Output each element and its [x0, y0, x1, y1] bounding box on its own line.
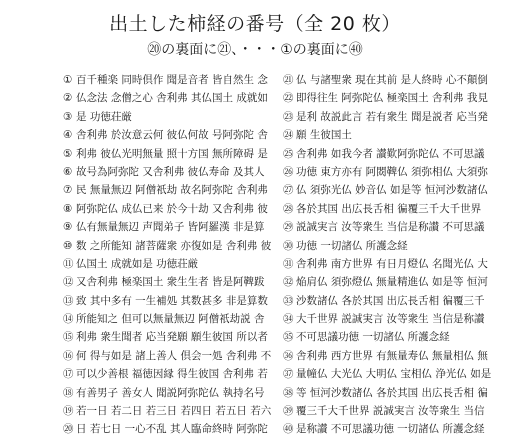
- row-text: 仏国土 成就如是 功徳荘厳: [76, 257, 199, 270]
- row-number: ⑩: [63, 239, 73, 252]
- row-number: ㉘: [283, 202, 294, 215]
- row-number: ④: [63, 129, 73, 142]
- row-text: 仏 与諸聖衆 現在其前 是人終時 心不顛倒: [296, 74, 488, 86]
- row-number: ㉔: [283, 129, 294, 142]
- sutra-row: [63, 328, 308, 346]
- row-number: ⑱: [63, 386, 74, 399]
- sutra-row: [283, 420, 510, 438]
- row-text: 又舎利弗 極楽国土 衆生生者 皆是阿鞞跋: [76, 276, 265, 289]
- sutra-row: [283, 145, 510, 163]
- sutra-row: [63, 310, 308, 328]
- row-number: ㊴: [283, 405, 294, 418]
- page-subtitle: ⑳の裏面に㉑、・・・①の裏面に㊵: [147, 42, 363, 58]
- sutra-row: [283, 126, 510, 144]
- sutra-row: [283, 273, 510, 291]
- sutra-row: [283, 108, 510, 126]
- row-number: ③: [63, 110, 73, 123]
- row-number: ㉕: [283, 147, 294, 160]
- row-text: 何 得与如是 諸上善人 倶会一処 舎利弗 不: [76, 349, 272, 362]
- sutra-row: [63, 420, 308, 438]
- sutra-row: [63, 384, 308, 402]
- row-number: ①: [63, 74, 73, 86]
- sutra-row: [283, 71, 510, 89]
- row-text: 不可思議功徳 一切諸仏 所護念経: [296, 331, 450, 344]
- row-text: 民 無量無辺 阿僧祇劫 故名阿弥陀 舎利弗: [76, 184, 268, 197]
- sutra-row: [283, 181, 510, 199]
- row-number: ㉑: [283, 74, 294, 86]
- row-text: 舎利弗 如我今者 讃歎阿弥陀仏 不可思議: [296, 147, 485, 160]
- row-text: 仏 須弥光仏 妙音仏 如是等 恒河沙数諸仏: [296, 184, 488, 197]
- row-number: ⑨: [63, 221, 73, 234]
- row-text: 功徳 東方亦有 阿閦鞞仏 須弥相仏 大須弥: [296, 165, 488, 178]
- row-text: 利弗 衆生聞者 応当発願 願生彼国 所以者: [76, 331, 268, 344]
- row-number: ㉚: [283, 239, 294, 252]
- row-text: 所能知之 但可以無量無辺 阿僧祇劫説 舎: [76, 313, 265, 326]
- row-text: 致 其中多有 一生補処 其数甚多 非是算数: [76, 294, 268, 307]
- sutra-row: [63, 402, 308, 420]
- sutra-row: [283, 89, 510, 107]
- sutra-row: [63, 200, 308, 218]
- sutra-row: [283, 292, 510, 310]
- row-number: ㉞: [283, 313, 294, 326]
- row-text: 舎利弗 南方世界 有日月燈仏 名聞光仏 大: [296, 257, 488, 270]
- row-number: ⑲: [63, 405, 74, 418]
- row-text: 若一日 若二日 若三日 若四日 若五日 若六: [76, 405, 272, 418]
- sutra-row: [283, 200, 510, 218]
- page-title: 出土した柿経の番号（全 20 枚）: [109, 13, 401, 35]
- sutra-row: [63, 145, 308, 163]
- row-text: 是利 故説此言 若有衆生 聞是説者 応当発: [296, 110, 488, 123]
- row-number: ⑥: [63, 165, 73, 178]
- sutra-row: [283, 163, 510, 181]
- row-number: ㉛: [283, 257, 294, 270]
- sutra-row: [63, 218, 308, 236]
- row-text: 舎利弗 西方世界 有無量寿仏 無量相仏 無: [296, 349, 488, 362]
- sutra-row: [63, 71, 308, 89]
- row-number: ⑭: [63, 313, 74, 326]
- sutra-row: [63, 126, 308, 144]
- row-text: 是称讃 不可思議功徳 一切諸仏 所護念経: [296, 423, 485, 436]
- row-number: ⑫: [63, 276, 74, 289]
- row-number: ⑬: [63, 294, 74, 307]
- sutra-row: [63, 365, 308, 383]
- row-text: 覆三千大千世界 説誠実言 汝等衆生 当信: [296, 405, 485, 418]
- row-number: ㉙: [283, 221, 294, 234]
- sutra-row: [63, 163, 308, 181]
- sutra-row: [63, 181, 308, 199]
- row-text: 説誠実言 汝等衆生 当信是称讃 不可思議: [296, 221, 485, 234]
- row-text: 是 功徳荘厳: [76, 110, 132, 123]
- row-text: 等 恒河沙数諸仏 各於其国 出広長舌相 徧: [296, 386, 488, 399]
- row-text: 阿弥陀仏 成仏已来 於今十劫 又舎利弗 彼: [76, 202, 268, 215]
- row-text: 仏有無量無辺 声聞弟子 皆阿羅漢 非是算: [76, 221, 265, 234]
- row-number: ㉝: [283, 294, 294, 307]
- sutra-row: [63, 237, 308, 255]
- row-text: 大千世界 説誠実言 汝等衆生 当信是称讃: [296, 313, 485, 326]
- row-text: 功徳 一切諸仏 所護念経: [296, 239, 408, 252]
- row-number: ⑳: [63, 423, 74, 436]
- sutra-row: [283, 310, 510, 328]
- row-text: 各於其国 出広長舌相 徧覆三千大千世界: [296, 202, 482, 215]
- row-number: ⑦: [63, 184, 73, 197]
- row-number: ㉜: [283, 276, 294, 289]
- row-text: 沙数諸仏 各於其国 出広長舌相 徧覆三千: [296, 294, 485, 307]
- row-text: 利弗 彼仏光明無量 照十方国 無所障碍 是: [76, 147, 268, 160]
- row-text: 故号為阿弥陀 又舎利弗 彼仏寿命 及其人: [76, 165, 265, 178]
- sutra-row: [63, 292, 308, 310]
- sutra-row: [63, 255, 308, 273]
- sutra-row: [283, 365, 510, 383]
- row-number: ⑯: [63, 349, 74, 362]
- row-number: ㊵: [283, 423, 294, 436]
- row-text: 有善男子 善女人 聞説阿弥陀仏 執持名号: [76, 386, 265, 399]
- row-number: ㉒: [283, 92, 294, 105]
- row-text: 願 生彼国土: [296, 129, 352, 142]
- row-text: 日 若七日 一心不乱 其人臨命終時 阿弥陀: [76, 423, 268, 436]
- row-number: ⑧: [63, 202, 73, 215]
- right-column: [283, 71, 510, 439]
- sutra-row: [63, 347, 308, 365]
- sutra-row: [283, 347, 510, 365]
- row-text: 百千種楽 同時倶作 聞是音者 皆自然生 念: [76, 74, 268, 86]
- row-number: ⑪: [63, 257, 74, 270]
- row-text: 量幢仏 大光仏 大明仏 宝相仏 浄光仏 如是: [296, 368, 492, 381]
- sutra-row: [283, 255, 510, 273]
- row-number: ㊱: [283, 349, 294, 362]
- row-text: 仏念法 念僧之心 舎利弗 其仏国土 成就如: [76, 92, 268, 105]
- row-number: ⑰: [63, 368, 74, 381]
- row-text: 舎利弗 於汝意云何 彼仏何故 号阿弥陀 舎: [76, 129, 268, 142]
- row-text: 数 之所能知 諸菩薩衆 亦復如是 舎利弗 彼: [76, 239, 272, 252]
- row-number: ㉖: [283, 165, 294, 178]
- sutra-row: [283, 328, 510, 346]
- sutra-row: [283, 384, 510, 402]
- sutra-row: [63, 108, 308, 126]
- row-number: ㉓: [283, 110, 294, 123]
- sutra-row: [283, 402, 510, 420]
- row-number: ⑤: [63, 147, 73, 160]
- sutra-row: [283, 237, 510, 255]
- row-number: ㊳: [283, 386, 294, 399]
- row-number: ⑮: [63, 331, 74, 344]
- row-text: 焔肩仏 須弥燈仏 無量精進仏 如是等 恒河: [296, 276, 488, 289]
- row-number: ㉗: [283, 184, 294, 197]
- left-column: [63, 71, 308, 439]
- sutra-row: [283, 218, 510, 236]
- sutra-row: [63, 273, 308, 291]
- sutra-row: [63, 89, 308, 107]
- row-number: ②: [63, 92, 73, 105]
- row-number: ㉟: [283, 331, 294, 344]
- row-text: 可以少善根 福徳因縁 得生彼国 舎利弗 若: [76, 368, 268, 381]
- row-number: ㊲: [283, 368, 294, 381]
- row-text: 即得往生 阿弥陀仏 極楽国土 舎利弗 我見: [296, 92, 488, 105]
